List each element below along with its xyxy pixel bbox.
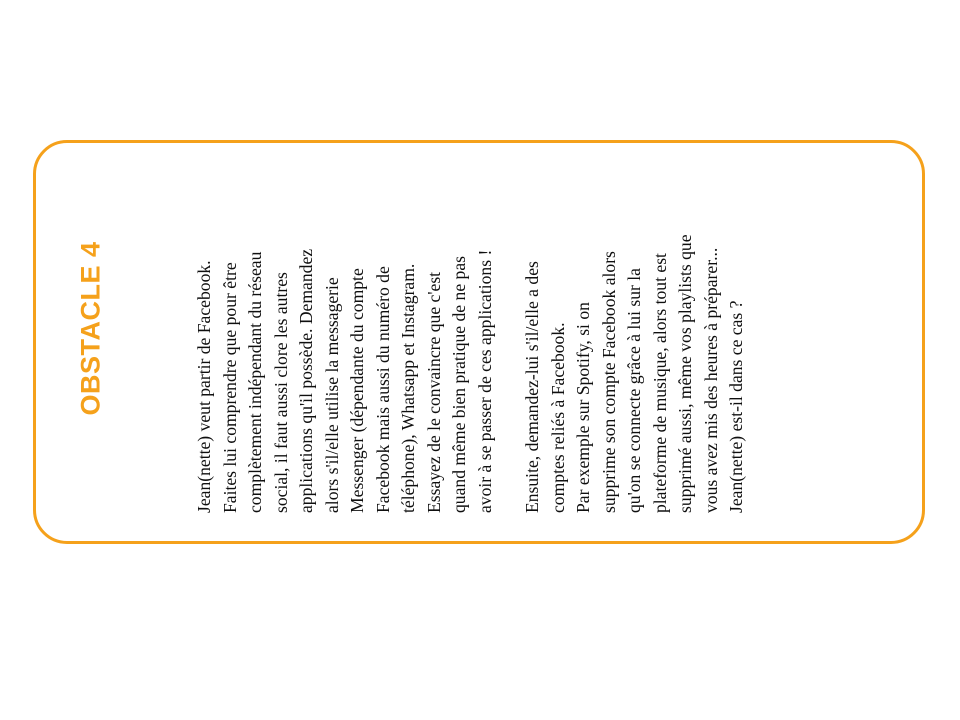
body-line: supprime son compte Facebook alors (598, 251, 619, 513)
body-line: complètement indépendant du réseau (245, 251, 265, 513)
body-line: Par exemple sur Spotify, si on (573, 302, 593, 513)
body-line: alors s'il/elle utilise la messagerie (321, 277, 342, 513)
body-line: Essayez de le convaincre que c'est (423, 271, 444, 513)
body-line: applications qu'il possède. Demandez (296, 248, 316, 513)
body-line: Faites lui comprendre que pour être (219, 262, 240, 513)
body-line: Facebook mais aussi du numéro de (372, 266, 393, 513)
rounded-card (33, 140, 925, 544)
body-text (194, 163, 746, 523)
body-line: avoir à se passer de ces applications ! (474, 249, 495, 513)
body-line: téléphone), Whatsapp et Instagram. (398, 263, 418, 513)
body-line: Ensuite, demandez-lui s'il/elle a des (522, 261, 542, 513)
body-line: supprimé aussi, même vos playlists que (675, 234, 695, 513)
body-line: qu'on se connecte grâce à lui sur la (624, 268, 644, 513)
body-line: social, il faut aussi clore les autres (270, 272, 291, 513)
body-line: plateforme de musique, alors tout est (649, 253, 670, 513)
rotated-content (36, 143, 928, 541)
body-line: Messenger (dépendante du compte (347, 268, 367, 513)
page-title: OBSTACLE 4 (75, 241, 106, 416)
body-line: comptes reliés à Facebook. (547, 322, 568, 513)
body-line: vous avez mis des heures à préparer... (700, 247, 721, 513)
body-line: Jean(nette) veut partir de Facebook. (194, 260, 214, 513)
body-line: quand même bien pratique de ne pas (449, 256, 469, 513)
body-line: Jean(nette) est-il dans ce cas ? (726, 300, 746, 513)
